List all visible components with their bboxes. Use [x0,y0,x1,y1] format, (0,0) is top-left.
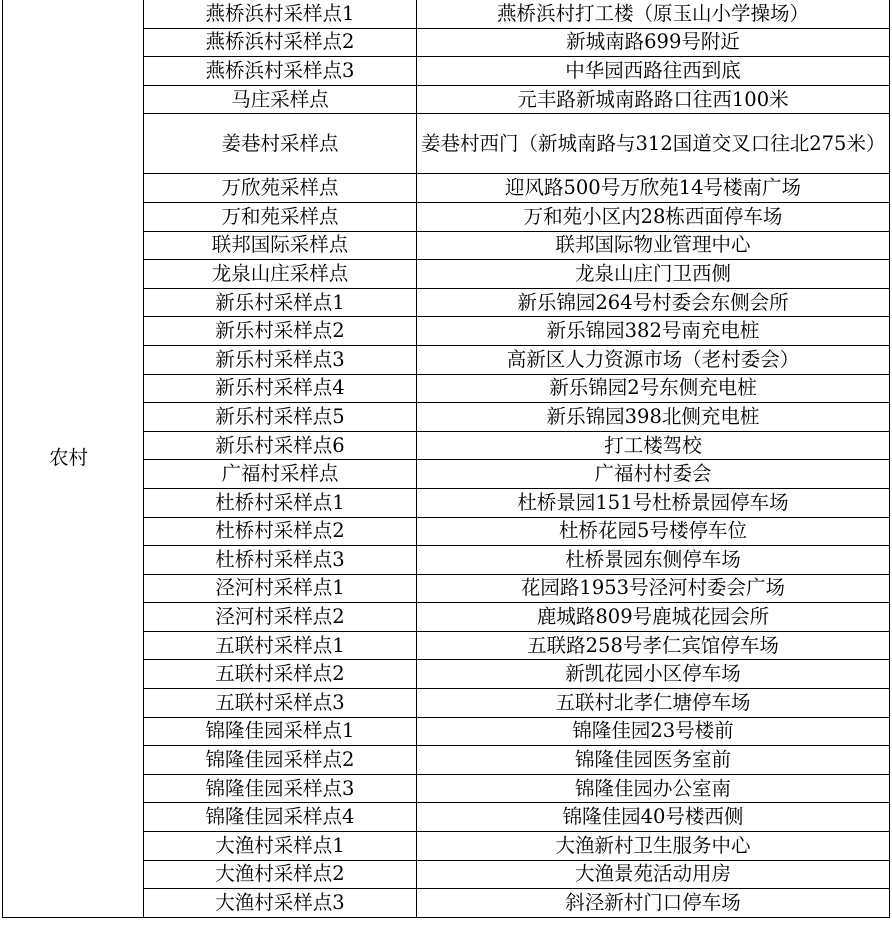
site-name-cell: 燕桥浜村采样点1 [144,0,417,28]
site-address-cell: 大渔景苑活动用房 [417,860,890,889]
site-address-cell: 新乐锦园382号南充电桩 [417,317,890,346]
site-name-cell: 杜桥村采样点2 [144,517,417,546]
site-name-cell: 锦隆佳园采样点2 [144,746,417,775]
site-name-cell: 大渔村采样点3 [144,889,417,918]
site-address-cell: 龙泉山庄门卫西侧 [417,260,890,289]
site-name-cell: 新乐村采样点3 [144,345,417,374]
site-name-cell: 杜桥村采样点1 [144,488,417,517]
sampling-sites-table [2,0,890,918]
site-name-cell: 新乐村采样点2 [144,317,417,346]
site-address-cell: 杜桥景园151号杜桥景园停车场 [417,488,890,517]
site-name-cell: 杜桥村采样点3 [144,546,417,575]
site-name-cell: 五联村采样点2 [144,660,417,689]
table-body [3,0,890,917]
site-address-cell: 新凯花园小区停车场 [417,660,890,689]
site-address-cell: 大渔新村卫生服务中心 [417,832,890,861]
site-name-cell: 泾河村采样点1 [144,574,417,603]
site-address-cell: 锦隆佳园23号楼前 [417,717,890,746]
site-address-cell: 联邦国际物业管理中心 [417,231,890,260]
site-name-cell: 万欣苑采样点 [144,174,417,203]
site-name-cell: 燕桥浜村采样点3 [144,57,417,86]
site-name-cell: 万和苑采样点 [144,202,417,231]
site-address-cell: 锦隆佳园医务室前 [417,746,890,775]
site-address-cell: 迎风路500号万欣苑14号楼南广场 [417,174,890,203]
site-address-cell: 杜桥景园东侧停车场 [417,546,890,575]
site-name-cell: 龙泉山庄采样点 [144,260,417,289]
site-address-cell: 姜巷村西门（新城南路与312国道交叉口往北275米） [417,114,890,174]
site-name-cell: 锦隆佳园采样点1 [144,717,417,746]
site-name-cell: 锦隆佳园采样点3 [144,774,417,803]
site-address-cell: 斜泾新村门口停车场 [417,889,890,918]
site-address-cell: 高新区人力资源市场（老村委会） [417,345,890,374]
site-name-cell: 新乐村采样点5 [144,403,417,432]
site-name-cell: 新乐村采样点6 [144,431,417,460]
site-address-cell: 花园路1953号泾河村委会广场 [417,574,890,603]
site-address-cell: 五联村北孝仁塘停车场 [417,689,890,718]
site-name-cell: 马庄采样点 [144,85,417,114]
site-name-cell: 姜巷村采样点 [144,114,417,174]
site-name-cell: 新乐村采样点4 [144,374,417,403]
site-name-cell: 大渔村采样点1 [144,832,417,861]
site-address-cell: 锦隆佳园40号楼西侧 [417,803,890,832]
site-address-cell: 广福村村委会 [417,460,890,489]
site-name-cell: 燕桥浜村采样点2 [144,28,417,57]
site-name-cell: 五联村采样点3 [144,689,417,718]
site-address-cell: 燕桥浜村打工楼（原玉山小学操场） [417,0,890,28]
site-address-cell: 杜桥花园5号楼停车位 [417,517,890,546]
site-name-cell: 广福村采样点 [144,460,417,489]
site-name-cell: 泾河村采样点2 [144,603,417,632]
site-address-cell: 打工楼驾校 [417,431,890,460]
site-address-cell: 新城南路699号附近 [417,28,890,57]
site-name-cell: 锦隆佳园采样点4 [144,803,417,832]
site-address-cell: 新乐锦园2号东侧充电桩 [417,374,890,403]
site-address-cell: 鹿城路809号鹿城花园会所 [417,603,890,632]
site-address-cell: 五联路258号孝仁宾馆停车场 [417,631,890,660]
site-address-cell: 元丰路新城南路路口往西100米 [417,85,890,114]
site-name-cell: 大渔村采样点2 [144,860,417,889]
site-address-cell: 万和苑小区内28栋西面停车场 [417,202,890,231]
site-name-cell: 联邦国际采样点 [144,231,417,260]
site-address-cell: 锦隆佳园办公室南 [417,774,890,803]
category-cell: 农村 [3,0,144,917]
table-row [3,0,890,28]
site-address-cell: 新乐锦园264号村委会东侧会所 [417,288,890,317]
site-name-cell: 五联村采样点1 [144,631,417,660]
site-name-cell: 新乐村采样点1 [144,288,417,317]
site-address-cell: 新乐锦园398北侧充电桩 [417,403,890,432]
site-address-cell: 中华园西路往西到底 [417,57,890,86]
